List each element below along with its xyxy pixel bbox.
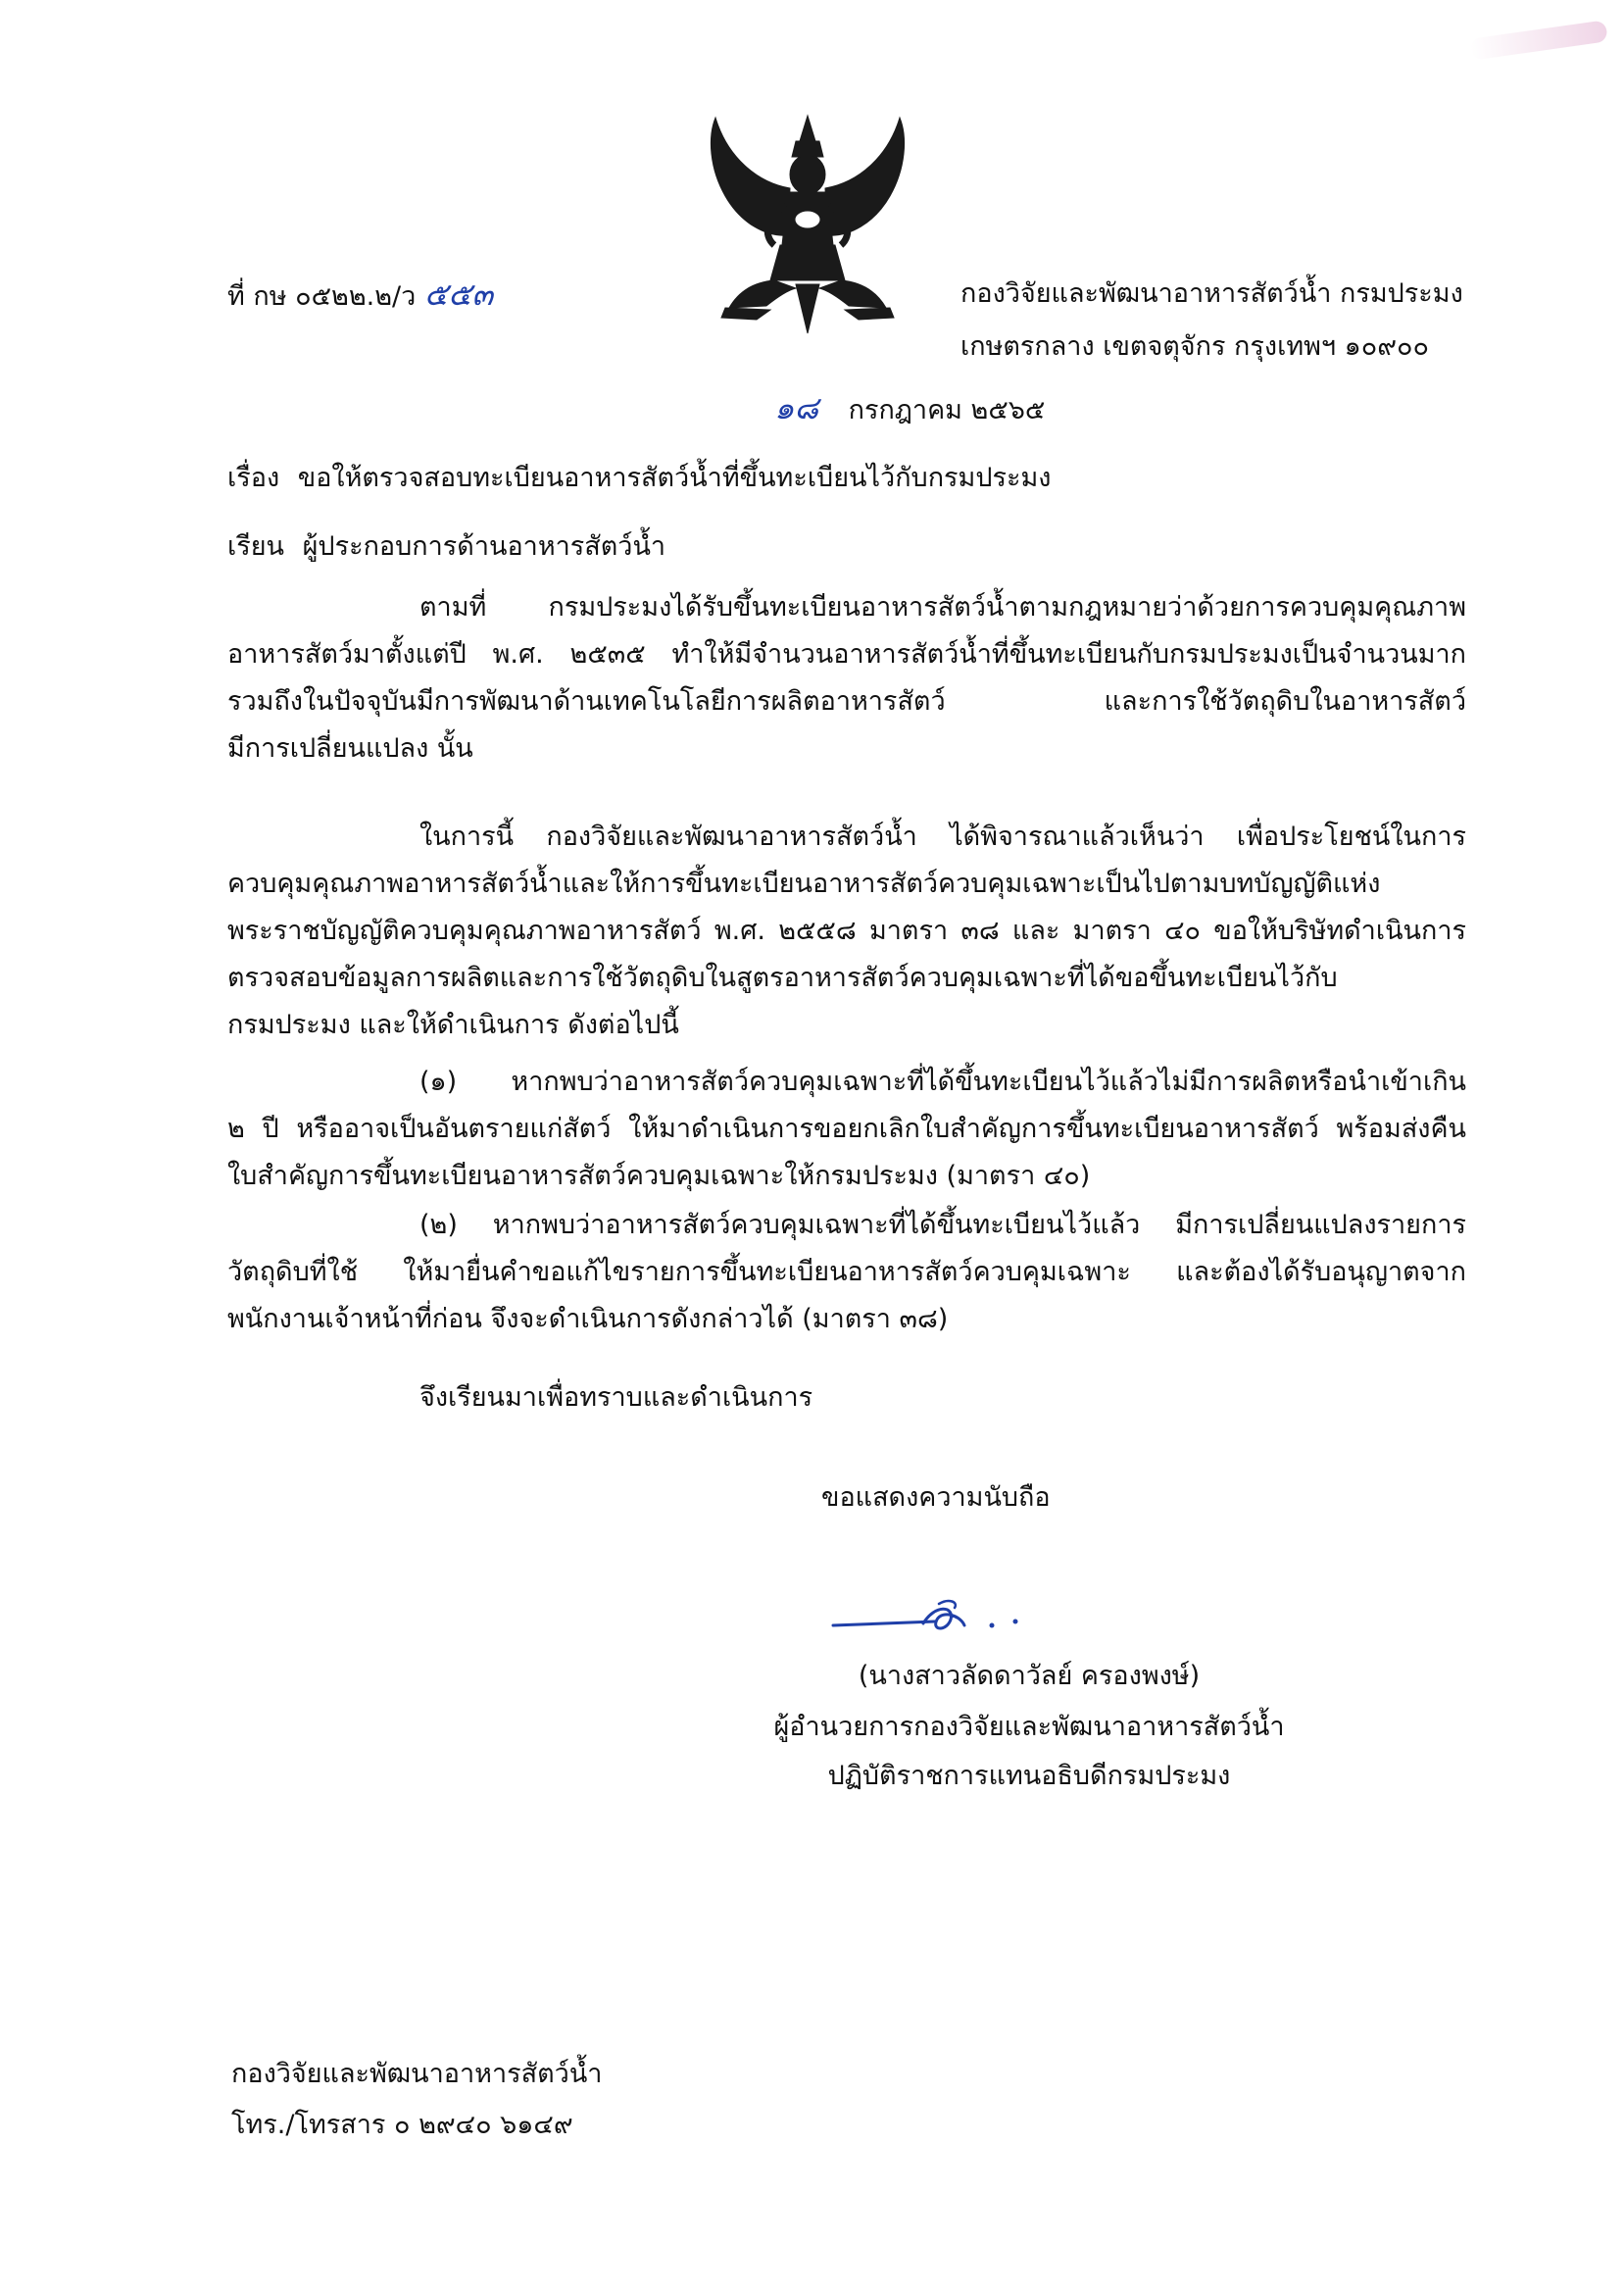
paragraph-1-line: มีการเปลี่ยนแปลง นั้น	[227, 733, 473, 764]
subject-label: เรื่อง	[227, 463, 280, 493]
footer-office: กองวิจัยและพัฒนาอาหารสัตว์น้ำ	[231, 2059, 603, 2089]
signatory-title-line2: ปฏิบัติราชการแทนอธิบดีกรมประมง	[827, 1761, 1231, 1791]
paragraph-2-line: ควบคุมคุณภาพอาหารสัตว์น้ำและให้การขึ้นทะเบียนอาหารสัตว์ควบคุมเฉพาะเป็นไปตามบทบัญญัติแห่ง	[227, 869, 1381, 899]
scan-smudge	[1469, 20, 1608, 60]
list-item-1-line: (๑) หากพบว่าอาหารสัตว์ควบคุมเฉพาะที่ได้ขึ้นทะเบียนไว้แล้วไม่มีการผลิตหรือนำเข้าเกิน	[419, 1067, 1466, 1097]
paragraph-2-line: ตรวจสอบข้อมูลการผลิตและการใช้วัตถุดิบในสูตรอาหารสัตว์ควบคุมเฉพาะที่ได้ขอขึ้นทะเบียนไว้กับ	[227, 963, 1338, 993]
document-number-handwritten: ๕๕๓	[423, 275, 494, 313]
subject-text: ขอให้ตรวจสอบทะเบียนอาหารสัตว์น้ำที่ขึ้นทะเบียนไว้กับกรมประมง	[297, 463, 1052, 493]
signatory-name: (นางสาวลัดดาวัลย์ ครองพงษ์)	[858, 1661, 1201, 1691]
list-item-2-line: วัตถุดิบที่ใช้ ให้มายื่นคำขอแก้ไขรายการขึ้นทะเบียนอาหารสัตว์ควบคุมเฉพาะ และต้องได้รับอนุญาตจาก	[227, 1257, 1466, 1287]
paragraph-1-line: ตามที่ กรมประมงได้รับขึ้นทะเบียนอาหารสัตว์น้ำตามกฎหมายว่าด้วยการควบคุมคุณภาพ	[419, 592, 1466, 623]
garuda-emblem-icon	[698, 98, 917, 339]
paragraph-1	[227, 584, 1466, 773]
paragraph-2-line: ในการนี้ กองวิจัยและพัฒนาอาหารสัตว์น้ำ ได้พิจารณาแล้วเห็นว่า เพื่อประโยชน์ในการ	[419, 822, 1466, 852]
document-number	[227, 271, 493, 321]
list-item-2	[227, 1202, 1466, 1343]
list-item-1	[227, 1059, 1466, 1200]
list-item-1-line: ใบสำคัญการขึ้นทะเบียนอาหารสัตว์ควบคุมเฉพาะให้กรมประมง (มาตรา ๔๐)	[227, 1161, 1091, 1191]
document-number-prefix: ที่ กษ ๐๕๒๒.๒/ว	[227, 281, 417, 312]
addressee-label: เรียน	[227, 531, 285, 562]
addressee-line	[227, 524, 665, 571]
closing-sentence: จึงเรียนมาเพื่อทราบและดำเนินการ	[419, 1382, 813, 1413]
document-date	[774, 384, 1045, 434]
paragraph-2	[227, 814, 1466, 1049]
handwritten-signature-icon	[829, 1590, 1055, 1649]
office-address-line1: กองวิจัยและพัฒนาอาหารสัตว์น้ำ กรมประมง	[960, 278, 1463, 309]
office-address-line2: เกษตรกลาง เขตจตุจักร กรุงเทพฯ ๑๐๙๐๐	[960, 331, 1430, 362]
addressee-text: ผู้ประกอบการด้านอาหารสัตว์น้ำ	[302, 531, 666, 562]
footer-phone: โทร./โทรสาร ๐ ๒๙๔๐ ๖๑๔๙	[231, 2110, 573, 2140]
signatory-title-line1: ผู้อำนวยการกองวิจัยและพัฒนาอาหารสัตว์น้ำ	[773, 1712, 1285, 1742]
date-day-handwritten: ๑๘	[774, 389, 818, 426]
list-item-2-line: พนักงานเจ้าหน้าที่ก่อน จึงจะดำเนินการดังกล่าวได้ (มาตรา ๓๘)	[227, 1304, 949, 1334]
paragraph-1-line: อาหารสัตว์มาตั้งแต่ปี พ.ศ. ๒๕๓๕ ทำให้มีจำนวนอาหารสัตว์น้ำที่ขึ้นทะเบียนกับกรมประมงเป็นจำนวนมาก	[227, 639, 1466, 670]
date-month-year: กรกฎาคม ๒๕๖๕	[848, 395, 1046, 425]
paragraph-2-line: พระราชบัญญัติควบคุมคุณภาพอาหารสัตว์ พ.ศ. ๒๕๕๘ มาตรา ๓๘ และ มาตรา ๔๐ ขอให้บริษัทดำเนินการ	[227, 916, 1466, 946]
list-item-2-line: (๒) หากพบว่าอาหารสัตว์ควบคุมเฉพาะที่ได้ขึ้นทะเบียนไว้แล้ว มีการเปลี่ยนแปลงรายการ	[419, 1210, 1466, 1240]
list-item-1-line: ๒ ปี หรืออาจเป็นอันตรายแก่สัตว์ ให้มาดำเนินการขอยกเลิกใบสำคัญการขึ้นทะเบียนอาหารสัตว์ พร้อมส่งคืน	[227, 1114, 1466, 1144]
paragraph-1-line: รวมถึงในปัจจุบันมีการพัฒนาด้านเทคโนโลยีการผลิตอาหารสัตว์ และการใช้วัตถุดิบในอาหารสัตว์	[227, 686, 1466, 717]
subject-line	[227, 455, 1051, 502]
salutation: ขอแสดงความนับถือ	[821, 1482, 1051, 1513]
paragraph-2-line: กรมประมง และให้ดำเนินการ ดังต่อไปนี้	[227, 1010, 679, 1040]
